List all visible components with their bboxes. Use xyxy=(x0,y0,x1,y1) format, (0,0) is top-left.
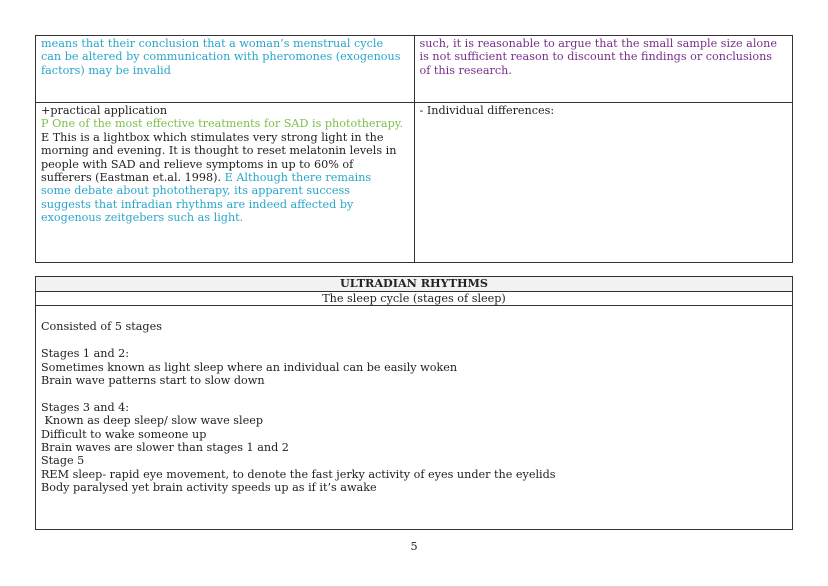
evaluation-line-1: some debate about phototherapy, its apparent success xyxy=(41,184,350,198)
evidence-line-1: E This is a lightbox which stimulates very strong light in the xyxy=(41,130,384,144)
evidence-line-2: morning and evening. It is thought to reset melatonin levels in xyxy=(41,144,397,158)
evidence-citation: sufferers (Eastman et.al. 1998). xyxy=(41,171,222,185)
evaluation-line-3: exogenous zeitgebers such as light. xyxy=(41,211,244,225)
evaluation-row-2 xyxy=(36,103,793,263)
difficult-to-wake-line: Difficult to wake someone up xyxy=(41,427,207,441)
body-paralysed-line: Body paralysed yet brain activity speeds up as if it’s awake xyxy=(41,481,377,495)
brain-wave-slow-line: Brain wave patterns start to slow down xyxy=(41,374,265,388)
row1-right-line-3: of this research. xyxy=(419,63,512,77)
individual-differences-label: - Individual differences: xyxy=(419,104,555,117)
brain-waves-slower-line: Brain waves are slower than stages 1 and 2 xyxy=(41,441,289,455)
page-number: 5 xyxy=(410,540,418,553)
row2-left-cell xyxy=(36,103,415,263)
stages-count-line: Consisted of 5 stages xyxy=(41,320,162,334)
light-sleep-line: Sometimes known as light sleep where an individual can be easily woken xyxy=(41,360,458,374)
practical-application-heading: +practical application xyxy=(41,104,168,117)
evaluation-start: E Although there remains xyxy=(224,171,372,185)
ultradian-rhythms-table xyxy=(35,276,793,530)
sleep-stages-body xyxy=(36,306,793,530)
deep-sleep-line: Known as deep sleep/ slow wave sleep xyxy=(41,414,263,428)
ultradian-rhythms-title: ULTRADIAN RHYTHMS xyxy=(36,277,793,292)
evaluation-table xyxy=(35,35,793,263)
stages-3-4-heading: Stages 3 and 4: xyxy=(41,400,130,414)
row1-right-cell xyxy=(414,36,793,103)
stage-5-heading: Stage 5 xyxy=(41,454,85,468)
evaluation-line-2: suggests that infradian rhythms are indeed affected by xyxy=(41,197,354,211)
row1-left-line-1: means that their conclusion that a woman’s menstrual cycle xyxy=(41,37,384,50)
sleep-cycle-subtitle: The sleep cycle (stages of sleep) xyxy=(36,292,793,306)
row1-right-line-1: such, it is reasonable to argue that the small sample size alone xyxy=(419,37,777,50)
row1-left-line-2: can be altered by communication with pheromones (exogenous xyxy=(41,50,401,64)
evidence-line-3: people with SAD and relieve symptoms in up to 60% of xyxy=(41,157,354,171)
point-text: P One of the most effective treatments for SAD is phototherapy. xyxy=(41,117,404,131)
row1-left-line-3: factors) may be invalid xyxy=(41,63,171,77)
evidence-end-line xyxy=(41,171,409,184)
row1-left-cell xyxy=(36,36,415,103)
stages-1-2-heading: Stages 1 and 2: xyxy=(41,347,130,361)
evaluation-row-1 xyxy=(36,36,793,103)
row2-right-cell xyxy=(414,103,793,263)
rem-sleep-line: REM sleep- rapid eye movement, to denote the fast jerky activity of eyes under the eyelids xyxy=(41,467,556,481)
row1-right-line-2: is not sufficient reason to discount the findings or conclusions xyxy=(419,50,773,64)
